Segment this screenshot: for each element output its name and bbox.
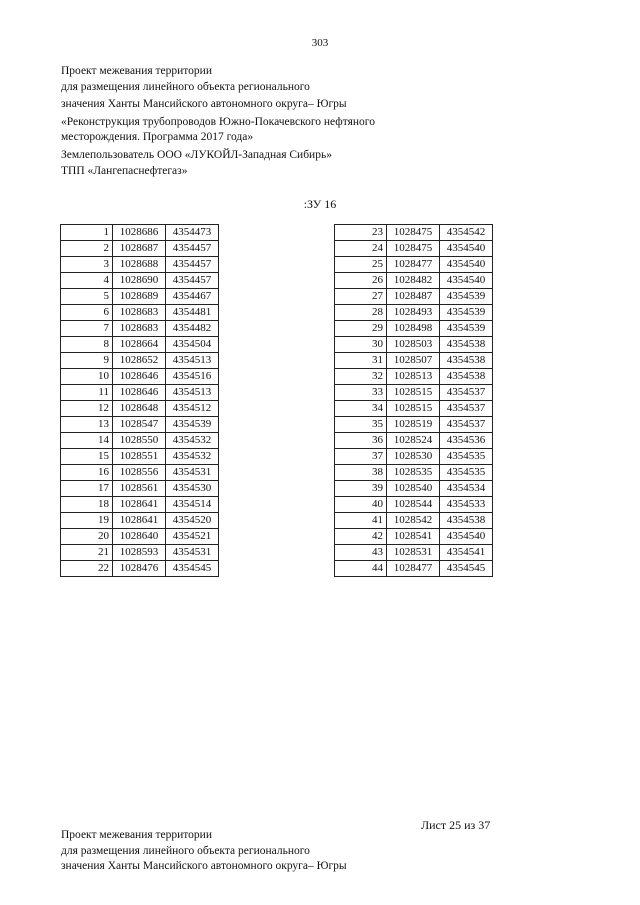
- point-number: 40: [335, 497, 387, 513]
- table-row: [61, 385, 219, 401]
- table-row: [61, 289, 219, 305]
- coordinate-x: 1028641: [113, 513, 166, 529]
- coordinate-y: 4354532: [166, 449, 219, 465]
- coordinate-x: 1028646: [113, 369, 166, 385]
- coordinate-x: 1028493: [387, 305, 440, 321]
- coordinate-y: 4354535: [440, 465, 493, 481]
- coordinate-y: 4354512: [166, 401, 219, 417]
- coordinate-x: 1028689: [113, 289, 166, 305]
- table-title: :ЗУ 16: [303, 197, 337, 211]
- point-number: 26: [335, 273, 387, 289]
- coordinate-y: 4354513: [166, 353, 219, 369]
- coordinate-x: 1028513: [387, 369, 440, 385]
- point-number: 35: [335, 417, 387, 433]
- point-number: 10: [61, 369, 113, 385]
- coordinate-x: 1028687: [113, 241, 166, 257]
- document-footer: [61, 828, 347, 875]
- point-number: 7: [61, 321, 113, 337]
- point-number: 37: [335, 449, 387, 465]
- table-row: [61, 497, 219, 513]
- coordinate-x: 1028551: [113, 449, 166, 465]
- table-row: [335, 337, 493, 353]
- point-number: 1: [61, 225, 113, 241]
- table-row: [61, 305, 219, 321]
- header-line: месторождения. Программа 2017 года»: [61, 131, 254, 144]
- point-number: 11: [61, 385, 113, 401]
- coordinate-y: 4354538: [440, 513, 493, 529]
- coordinate-x: 1028503: [387, 337, 440, 353]
- coordinate-y: 4354539: [440, 321, 493, 337]
- table-row: [335, 241, 493, 257]
- coordinate-x: 1028556: [113, 465, 166, 481]
- point-number: 24: [335, 241, 387, 257]
- coordinate-y: 4354513: [166, 385, 219, 401]
- coordinate-y: 4354457: [166, 241, 219, 257]
- point-number: 17: [61, 481, 113, 497]
- coordinate-y: 4354538: [440, 353, 493, 369]
- point-number: 18: [61, 497, 113, 513]
- table-row: [61, 273, 219, 289]
- point-number: 25: [335, 257, 387, 273]
- point-number: 43: [335, 545, 387, 561]
- coordinate-y: 4354535: [440, 449, 493, 465]
- footer-line: для размещения линейного объекта регионального: [61, 844, 310, 857]
- coordinate-x: 1028646: [113, 385, 166, 401]
- coordinate-x: 1028593: [113, 545, 166, 561]
- coordinate-y: 4354473: [166, 225, 219, 241]
- coordinate-y: 4354539: [166, 417, 219, 433]
- coordinate-y: 4354534: [440, 481, 493, 497]
- coordinate-y: 4354540: [440, 529, 493, 545]
- coordinate-x: 1028683: [113, 321, 166, 337]
- point-number: 19: [61, 513, 113, 529]
- coordinate-x: 1028547: [113, 417, 166, 433]
- coordinate-x: 1028535: [387, 465, 440, 481]
- coordinate-x: 1028477: [387, 561, 440, 577]
- coordinate-y: 4354539: [440, 289, 493, 305]
- point-number: 13: [61, 417, 113, 433]
- coordinate-y: 4354457: [166, 257, 219, 273]
- point-number: 5: [61, 289, 113, 305]
- coordinate-x: 1028476: [113, 561, 166, 577]
- point-number: 29: [335, 321, 387, 337]
- table-row: [335, 273, 493, 289]
- coordinate-x: 1028530: [387, 449, 440, 465]
- point-number: 22: [61, 561, 113, 577]
- coordinate-x: 1028664: [113, 337, 166, 353]
- coordinate-x: 1028542: [387, 513, 440, 529]
- coordinate-y: 4354530: [166, 481, 219, 497]
- coordinate-y: 4354457: [166, 273, 219, 289]
- coordinate-x: 1028515: [387, 385, 440, 401]
- point-number: 15: [61, 449, 113, 465]
- page-number: 303: [311, 37, 329, 49]
- coordinate-y: 4354467: [166, 289, 219, 305]
- point-number: 8: [61, 337, 113, 353]
- point-number: 36: [335, 433, 387, 449]
- coordinate-y: 4354538: [440, 337, 493, 353]
- table-row: [61, 481, 219, 497]
- sheet-counter: Лист 25 из 37: [421, 818, 491, 832]
- coordinate-x: 1028648: [113, 401, 166, 417]
- header-line: для размещения линейного объекта регионального: [61, 80, 310, 93]
- point-number: 28: [335, 305, 387, 321]
- coordinate-y: 4354536: [440, 433, 493, 449]
- table-row: [61, 433, 219, 449]
- coordinate-y: 4354545: [440, 561, 493, 577]
- header-line: Проект межевания территории: [61, 65, 212, 77]
- table-row: [61, 241, 219, 257]
- coordinate-x: 1028507: [387, 353, 440, 369]
- coordinates-table-right: [334, 224, 493, 577]
- coordinate-y: 4354540: [440, 273, 493, 289]
- table-row: [335, 385, 493, 401]
- coordinate-x: 1028475: [387, 225, 440, 241]
- point-number: 41: [335, 513, 387, 529]
- coordinate-y: 4354516: [166, 369, 219, 385]
- coordinate-x: 1028640: [113, 529, 166, 545]
- point-number: 16: [61, 465, 113, 481]
- point-number: 34: [335, 401, 387, 417]
- point-number: 6: [61, 305, 113, 321]
- table-row: [61, 449, 219, 465]
- point-number: 42: [335, 529, 387, 545]
- coordinate-y: 4354481: [166, 305, 219, 321]
- table-row: [335, 433, 493, 449]
- coordinate-x: 1028540: [387, 481, 440, 497]
- table-row: [61, 321, 219, 337]
- coordinate-y: 4354504: [166, 337, 219, 353]
- coordinate-x: 1028515: [387, 401, 440, 417]
- coordinate-x: 1028519: [387, 417, 440, 433]
- header-line: значения Ханты Мансийского автономного округа– Югры: [61, 98, 347, 111]
- coordinate-x: 1028561: [113, 481, 166, 497]
- coordinate-x: 1028550: [113, 433, 166, 449]
- table-row: [61, 561, 219, 577]
- point-number: 39: [335, 481, 387, 497]
- coordinate-x: 1028498: [387, 321, 440, 337]
- coordinate-x: 1028487: [387, 289, 440, 305]
- point-number: 3: [61, 257, 113, 273]
- coordinate-x: 1028688: [113, 257, 166, 273]
- point-number: 23: [335, 225, 387, 241]
- point-number: 2: [61, 241, 113, 257]
- table-row: [61, 401, 219, 417]
- coordinate-y: 4354542: [440, 225, 493, 241]
- point-number: 32: [335, 369, 387, 385]
- table-row: [335, 465, 493, 481]
- coordinate-y: 4354539: [440, 305, 493, 321]
- coordinate-y: 4354538: [440, 369, 493, 385]
- coordinate-y: 4354545: [166, 561, 219, 577]
- coordinate-y: 4354531: [166, 545, 219, 561]
- table-row: [335, 225, 493, 241]
- coordinate-x: 1028652: [113, 353, 166, 369]
- coordinate-y: 4354514: [166, 497, 219, 513]
- table-row: [61, 225, 219, 241]
- coordinate-y: 4354540: [440, 241, 493, 257]
- point-number: 4: [61, 273, 113, 289]
- table-row: [61, 545, 219, 561]
- table-row: [61, 465, 219, 481]
- coordinate-y: 4354533: [440, 497, 493, 513]
- document-header: [61, 64, 461, 179]
- table-row: [335, 321, 493, 337]
- table-row: [335, 289, 493, 305]
- coordinate-y: 4354537: [440, 385, 493, 401]
- coordinate-x: 1028524: [387, 433, 440, 449]
- coordinate-x: 1028690: [113, 273, 166, 289]
- table-row: [335, 353, 493, 369]
- table-row: [335, 369, 493, 385]
- table-row: [335, 513, 493, 529]
- coordinate-y: 4354540: [440, 257, 493, 273]
- coordinate-x: 1028482: [387, 273, 440, 289]
- coordinate-x: 1028683: [113, 305, 166, 321]
- coordinate-x: 1028641: [113, 497, 166, 513]
- coordinate-y: 4354520: [166, 513, 219, 529]
- coordinate-y: 4354541: [440, 545, 493, 561]
- table-row: [335, 257, 493, 273]
- point-number: 14: [61, 433, 113, 449]
- coordinate-y: 4354537: [440, 417, 493, 433]
- table-row: [335, 481, 493, 497]
- footer-line: Проект межевания территории: [61, 829, 212, 841]
- point-number: 38: [335, 465, 387, 481]
- table-row: [335, 401, 493, 417]
- coordinate-x: 1028531: [387, 545, 440, 561]
- point-number: 31: [335, 353, 387, 369]
- point-number: 20: [61, 529, 113, 545]
- table-row: [335, 497, 493, 513]
- coordinates-table-left: [60, 224, 219, 577]
- table-row: [61, 353, 219, 369]
- point-number: 9: [61, 353, 113, 369]
- point-number: 33: [335, 385, 387, 401]
- coordinate-y: 4354521: [166, 529, 219, 545]
- table-row: [61, 369, 219, 385]
- footer-line: значения Ханты Мансийского автономного округа– Югры: [61, 860, 347, 873]
- table-row: [61, 417, 219, 433]
- table-row: [335, 417, 493, 433]
- table-row: [61, 257, 219, 273]
- coordinate-x: 1028541: [387, 529, 440, 545]
- point-number: 30: [335, 337, 387, 353]
- coordinate-x: 1028544: [387, 497, 440, 513]
- header-line: ТПП «Лангепаснефтегаз»: [61, 164, 188, 177]
- coordinate-y: 4354537: [440, 401, 493, 417]
- header-line: Землепользователь ООО «ЛУКОЙЛ-Западная Сибирь»: [61, 148, 332, 161]
- coordinate-x: 1028477: [387, 257, 440, 273]
- table-row: [61, 337, 219, 353]
- table-row: [335, 561, 493, 577]
- coordinate-y: 4354531: [166, 465, 219, 481]
- point-number: 44: [335, 561, 387, 577]
- table-row: [61, 513, 219, 529]
- coordinate-x: 1028686: [113, 225, 166, 241]
- coordinate-y: 4354482: [166, 321, 219, 337]
- coordinate-x: 1028475: [387, 241, 440, 257]
- point-number: 12: [61, 401, 113, 417]
- table-row: [335, 545, 493, 561]
- table-row: [335, 305, 493, 321]
- point-number: 27: [335, 289, 387, 305]
- coordinate-y: 4354532: [166, 433, 219, 449]
- table-row: [335, 449, 493, 465]
- table-row: [61, 529, 219, 545]
- point-number: 21: [61, 545, 113, 561]
- header-line: «Реконструкция трубопроводов Южно-Покачевского нефтяного: [61, 115, 375, 128]
- table-row: [335, 529, 493, 545]
